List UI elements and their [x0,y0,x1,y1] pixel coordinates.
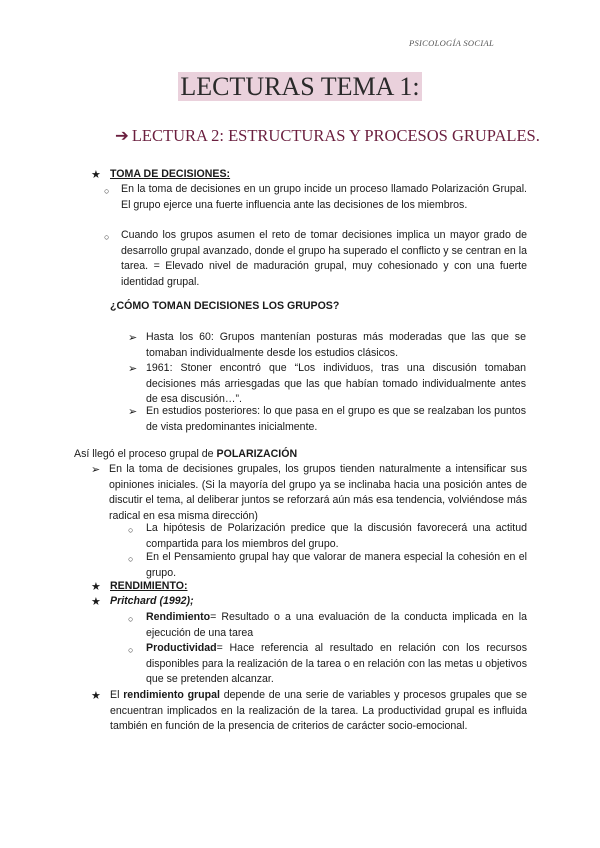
polarizacion-intro-text: Así llegó el proceso grupal de [74,448,217,460]
circle-bullet-icon: ○ [104,232,110,242]
polarizacion-sub-1: La hipótesis de Polarización predice que la discusión favorecerá una actitud compartida para los miembros del grupo. [146,522,527,550]
productividad-definition-text: = Hace referencia al resultado en relación con los recursos disponibles para la realización de la tarea o en relación con las metas u objetivos que se pretenden alcanzar. [146,642,527,686]
star-bullet-icon: ★ [91,169,101,181]
rendimiento-grupal-paragraph [110,688,527,735]
circle-bullet-icon: ○ [128,554,134,564]
page-title: LECTURAS TEMA 1: [180,72,420,101]
rendimiento-grupal-pre: El [110,689,124,701]
triangle-bullet-icon: ➢ [128,363,138,375]
arrow-right-icon: ➔ [115,126,129,145]
toma-heading [110,167,230,183]
triangle-bullet-icon: ➢ [91,464,101,476]
toma-point-2: 1961: Stoner encontró que “Los individuos, tras una discusión tomaban decisiones más arriesgadas que las que habían tomado individualmente antes de esa discusión…”. [146,362,526,406]
circle-bullet-icon: ○ [128,645,134,655]
polarizacion-intro [74,447,297,463]
section-subtitle [115,126,540,146]
section-subtitle-text: LECTURA 2: ESTRUCTURAS Y PROCESOS GRUPALES. [131,126,540,145]
triangle-bullet-icon: ➢ [128,406,138,418]
circle-bullet-icon: ○ [104,186,110,196]
star-bullet-icon: ★ [91,581,101,593]
page-header-subject: PSICOLOGÍA SOCIAL [409,38,494,48]
star-bullet-icon: ★ [91,690,101,702]
toma-paragraph-1: En la toma de decisiones en un grupo incide un proceso llamado Polarización Grupal. El grupo ejerce una fuerte influencia ante las decisiones de los miembros. [121,183,527,211]
rendimiento-definition-text: = Resultado o a una evaluación de la conducta implicada en la ejecución de una tarea [146,611,527,639]
productividad-definition [146,641,527,688]
triangle-bullet-icon: ➢ [128,332,138,344]
toma-heading-text: TOMA DE DECISIONES: [110,168,231,180]
rendimiento-grupal-bold: rendimiento grupal [123,689,220,701]
toma-point-1: Hasta los 60: Grupos mantenían posturas más moderadas que las que se tomaban individualmente desde los estudios clásicos. [146,331,526,359]
rendimiento-author: Pritchard (1992); [110,595,194,607]
circle-bullet-icon: ○ [128,525,134,535]
rendimiento-term: Rendimiento [146,611,211,623]
polarizacion-intro-bold: POLARIZACIÓN [216,448,298,460]
polarizacion-point: En la toma de decisiones grupales, los grupos tienden naturalmente a intensificar sus opiniones iniciales. (Si la mayoría del grupo ya se inclinaba hacia una posición antes de discutir el tema, al deliberar juntos se reforzará aún más esa tendencia, volviéndose más radical en esa misma dirección) [109,463,527,522]
toma-paragraph-2: Cuando los grupos asumen el reto de tomar decisiones implica un mayor grado de desarrollo grupal avanzado, donde el grupo ha superado el conflicto y se centran en la tarea. = Elevado nivel de maduración grupal, muy cohesionado y con una fuerte identidad grupal. [121,229,527,288]
rendimiento-heading-text: RENDIMIENTO: [110,580,188,592]
circle-bullet-icon: ○ [128,614,134,624]
rendimiento-heading [110,579,188,595]
toma-point-3: En estudios posteriores: lo que pasa en el grupo es que se realzaban los puntos de vista predominantes inicialmente. [146,405,526,433]
page-title-wrapper [0,72,600,102]
polarizacion-sub-2: En el Pensamiento grupal hay que valorar de manera especial la cohesión en el grupo. [146,551,527,579]
rendimiento-grupal-text: depende de una serie de variables y procesos grupales que se encuentran implicados en la realización de la tarea. La productividad grupal es influida también en función de la presencia de criterios de carácter socio-emocional. [110,689,527,733]
productividad-term: Productividad [146,642,217,654]
toma-question: ¿CÓMO TOMAN DECISIONES LOS GRUPOS? [110,300,340,312]
star-bullet-icon: ★ [91,596,101,608]
rendimiento-definition-1 [146,610,527,641]
